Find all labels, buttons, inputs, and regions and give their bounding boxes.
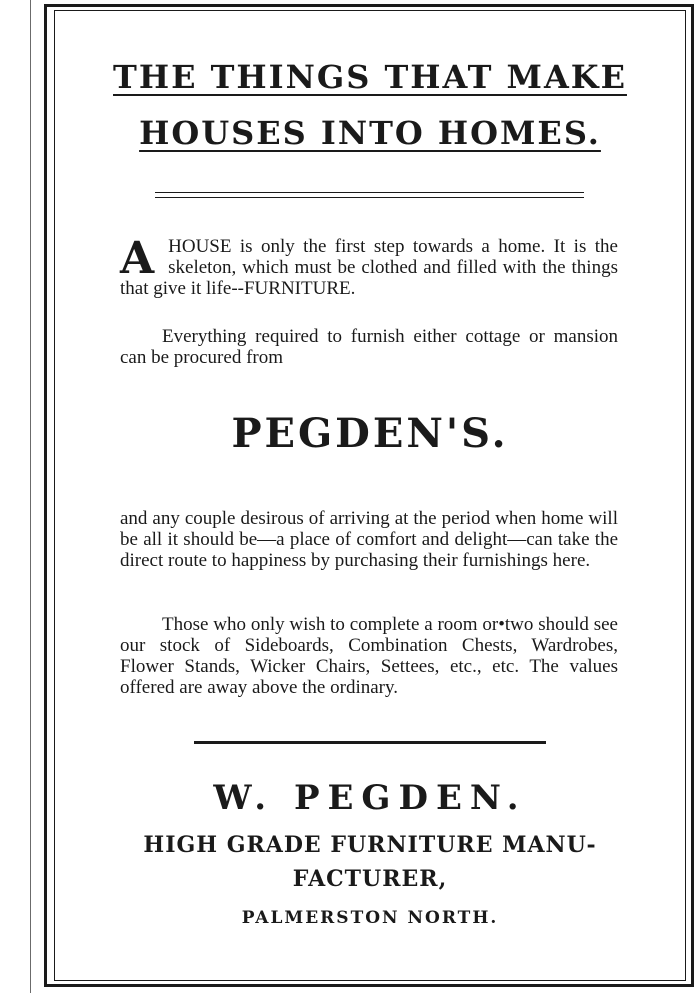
paragraph-couple: and any couple desirous of arriving at the period when home will be all it should be—a place of comfort and delight—can take the direct route to happiness by purchasing their furnishings here. <box>120 508 618 571</box>
page-edge-rule <box>30 0 31 993</box>
signature-name: W. PEGDEN. <box>213 778 527 818</box>
headline-line-1: THE THINGS THAT MAKE <box>113 58 627 96</box>
signature-title-line-2: FACTURER, <box>292 866 448 892</box>
drop-cap: A <box>120 233 155 284</box>
headline-line-2: HOUSES INTO HOMES. <box>139 114 601 152</box>
signature-location: PALMERSTON NORTH. <box>241 908 499 928</box>
signature-divider <box>194 741 546 744</box>
paragraph-procure: Everything required to furnish either cottage or mansion can be procured from <box>120 326 618 368</box>
brand-name: PEGDEN'S. <box>231 410 509 457</box>
double-divider <box>155 192 584 198</box>
intro-paragraph <box>120 233 618 299</box>
signature-title-line-1: HIGH GRADE FURNITURE MANU- <box>143 832 597 858</box>
paragraph-stock: Those who only wish to complete a room or•two should see our stock of Sideboards, Combination Chests, Wardrobes, Flower Stands, Wicker Chairs, Settees, etc., etc. The values offered are away above the ordinary. <box>120 614 618 698</box>
intro-text: HOUSE is only the first step towards a home. It is the skeleton, which must be clothed and filled with the things that give it life--FURNITURE. <box>120 236 618 299</box>
